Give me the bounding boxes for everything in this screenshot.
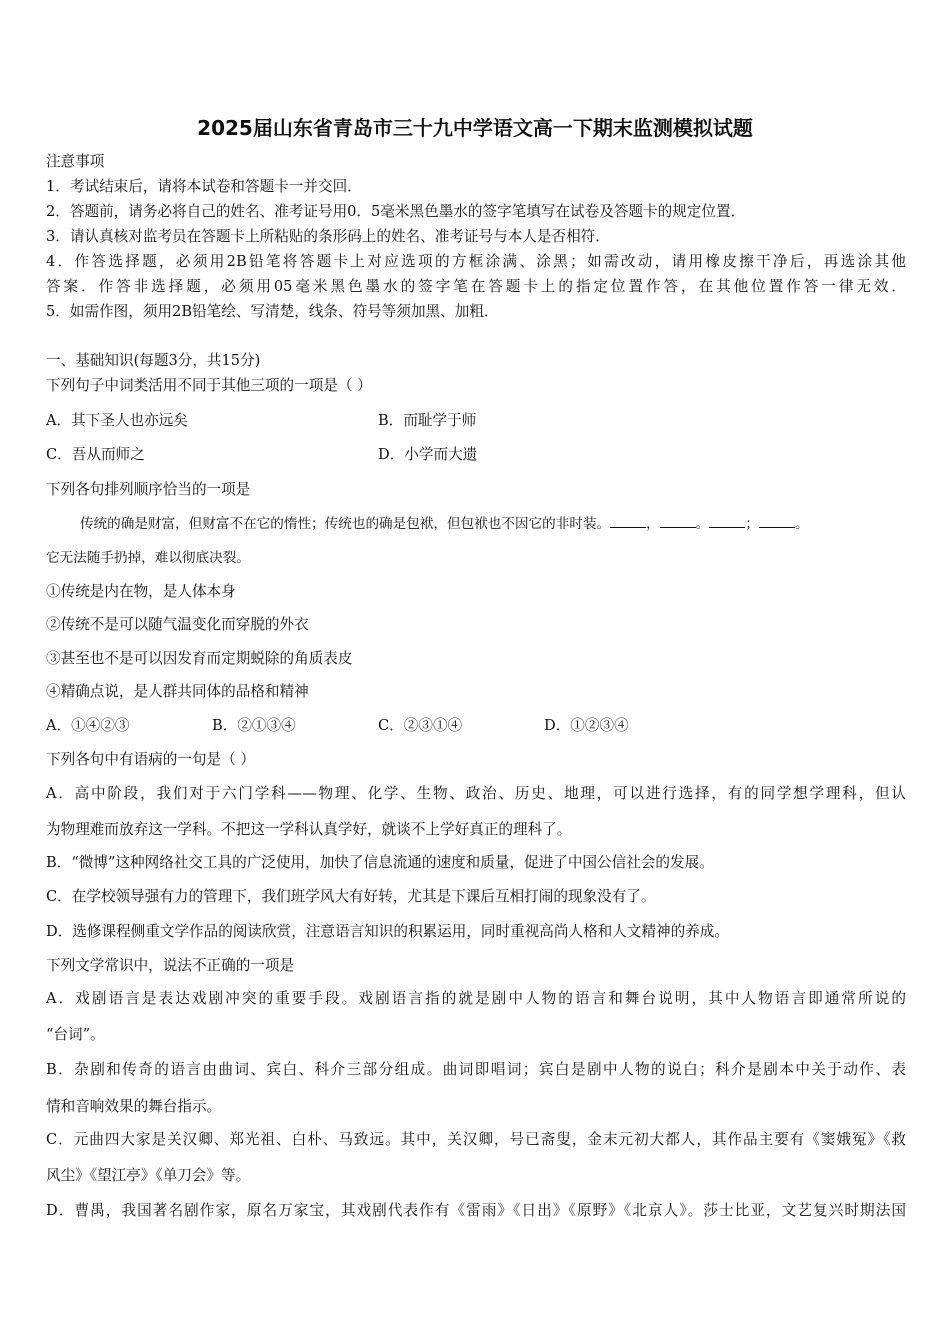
- notice-item: 3．请认真核对监考员在答题卡上所粘贴的条形码上的姓名、准考证号与本人是否相符．: [46, 228, 610, 245]
- passage-lead: 传统的确是财富，但财富不在它的惰性；传统也的确是包袱，但包袱也不因它的非时装。: [80, 516, 611, 532]
- answer-blank: [660, 513, 696, 528]
- ordering-item: ③甚至也不是可以因发育而定期蜕除的角质表皮: [46, 650, 353, 667]
- notice-item: 1．考试结束后，请将本试卷和答题卡一并交回．: [46, 178, 362, 195]
- q2-option-d[interactable]: D．①②③④: [544, 717, 629, 734]
- ordering-item: ①传统是内在物，是人体本身: [46, 583, 236, 600]
- passage-separator: ，: [646, 516, 660, 532]
- notice-item: 答案．作答非选择题，必须用05毫米黑色墨水的签字笔在答题卡上的指定位置作答，在其他位置作答一律无效．: [46, 278, 906, 295]
- answer-blank: [610, 513, 646, 528]
- passage-separator: ；: [745, 516, 759, 532]
- ordering-item: ②传统不是可以随气温变化而穿脱的外衣: [46, 616, 309, 633]
- passage-line: [80, 513, 809, 534]
- q2-option-c[interactable]: C．②③①④: [378, 717, 463, 734]
- q3-option-d[interactable]: D．选修课程侧重文学作品的阅读欣赏，注意语言知识的积累运用，同时重视高尚人格和人文精神的养成。: [46, 923, 730, 940]
- q4-option-d[interactable]: D．曹禺，我国著名剧作家，原名万家宝，其戏剧代表作有《雷雨》《日出》《原野》《北京人》。莎士比亚，文艺复兴时期法国: [46, 1202, 906, 1219]
- question-stem: 下列文学常识中，说法不正确的一项是: [46, 957, 295, 974]
- passage-separator: 。: [794, 516, 809, 532]
- notice-item: 4．作答选择题，必须用2B铅笔将答题卡上对应选项的方框涂满、涂黑；如需改动，请用橡皮擦干净后，再选涂其他: [46, 253, 906, 270]
- page-title: 2025届山东省青岛市三十九中学语文高一下期末监测模拟试题: [197, 116, 753, 140]
- q4-option-a-cont: “台词”。: [46, 1026, 105, 1043]
- ordering-item: ④精确点说，是人群共同体的品格和精神: [46, 683, 309, 700]
- question-stem: 下列句子中词类活用不同于其他三项的一项是（ ）: [46, 377, 372, 394]
- passage-separator: 。: [695, 516, 710, 532]
- notice-item: 5．如需作图，须用2B铅笔绘、写清楚，线条、符号等须加黑、加粗．: [46, 303, 499, 320]
- q4-option-c[interactable]: C．元曲四大家是关汉卿、郑光祖、白朴、马致远。其中，关汉卿，号已斋叟，金末元初大都人，其作品主要有《窦娥冤》《救: [46, 1131, 906, 1148]
- passage-tail: 它无法随手扔掉，难以彻底决裂。: [46, 550, 250, 566]
- q3-option-b[interactable]: B．“微博”这种网络社交工具的广泛使用，加快了信息流通的速度和质量，促进了中国公信社会的发展。: [46, 854, 714, 871]
- q1-option-d[interactable]: D．小学而大遗: [378, 446, 478, 463]
- q4-option-a[interactable]: A．戏剧语言是表达戏剧冲突的重要手段。戏剧语言指的就是剧中人物的语言和舞台说明，其中人物语言即通常所说的: [46, 990, 906, 1007]
- q2-option-a[interactable]: A．①④②③: [46, 717, 130, 734]
- q1-option-c[interactable]: C．吾从而师之: [46, 446, 145, 463]
- question-stem: 下列各句中有语病的一句是（ ）: [46, 751, 255, 768]
- q4-option-b[interactable]: B．杂剧和传奇的语言由曲词、宾白、科介三部分组成。曲词即唱词；宾白是剧中人物的说白；科介是剧本中关于动作、表: [46, 1061, 906, 1078]
- q1-option-b[interactable]: B．而耻学于师: [378, 412, 477, 429]
- answer-blank: [709, 513, 745, 528]
- q3-option-a-cont: 为物理难而放弃这一学科。不把这一学科认真学好，就谈不上学好真正的理科了。: [46, 821, 572, 838]
- answer-blank: [759, 513, 795, 528]
- q3-option-a[interactable]: A．高中阶段，我们对于六门学科——物理、化学、生物、政治、历史、地理，可以进行选择，有的同学想学理科，但认: [46, 785, 906, 802]
- q1-option-a[interactable]: A．其下圣人也亦远矣: [46, 412, 188, 429]
- q3-option-c[interactable]: C．在学校领导强有力的管理下，我们班学风大有好转，尤其是下课后互相打闹的现象没有了。: [46, 888, 656, 905]
- q4-option-c-cont: 风尘》《望江亭》《单刀会》等。: [46, 1167, 251, 1184]
- notice-item: 2．答题前，请务必将自己的姓名、准考证号用0．5毫米黑色墨水的签字笔填写在试卷及答题卡的规定位置．: [46, 203, 746, 220]
- q2-option-b[interactable]: B．②①③④: [212, 717, 296, 734]
- q4-option-b-cont: 情和音响效果的舞台指示。: [46, 1098, 222, 1115]
- question-stem: 下列各句排列顺序恰当的一项是: [46, 481, 251, 498]
- notice-heading: 注意事项: [46, 153, 105, 170]
- section-heading: 一、基础知识(每题3分，共15分): [46, 352, 261, 369]
